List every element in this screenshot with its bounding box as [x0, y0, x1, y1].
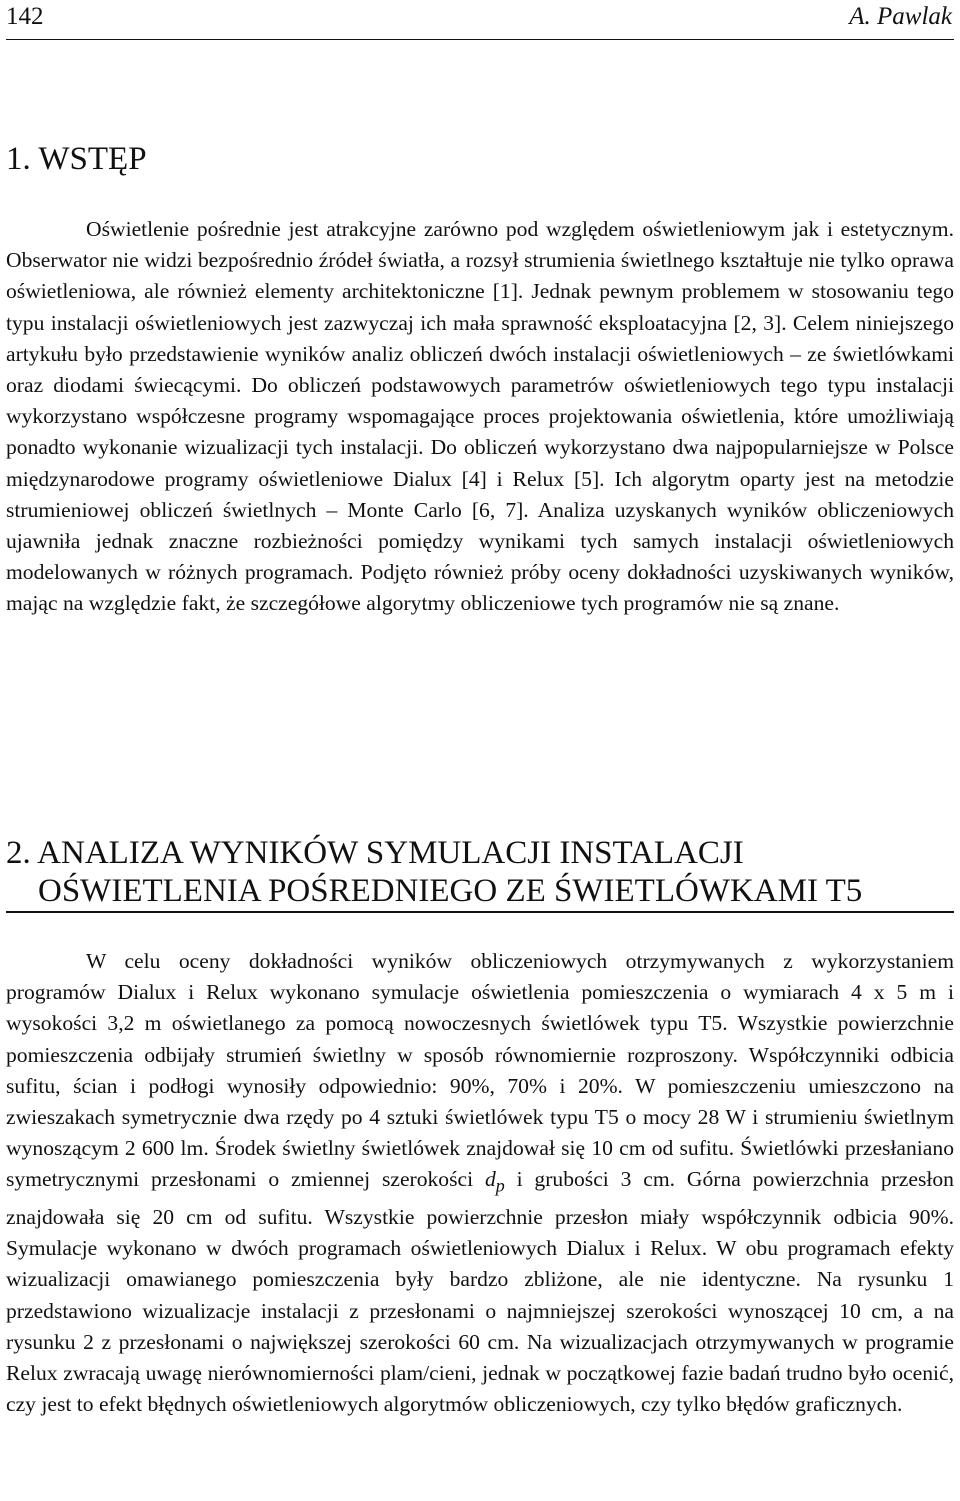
analysis-text-part-2: i grubości 3 cm. Górna powierzchnia przesłon znajdowała się 20 cm od sufitu. Wszystkie powierzchnie przesłon miały współczynnik odbicia 90%. Symulacje wykonano w dwóch programach oświetleniowych Dialux i Relux. W obu programach efekty wizualizacji omawianego pomieszczenia były bardzo zbliżone, ale nie identyczne. Na rysunku 1 przedstawiono wizualizacje instalacji z przesłonami o najmniejszej szerokości wynoszącej 10 cm, a na rysunku 2 z przesłonami o największej szerokości 60 cm. Na wizualizacjach otrzymywanych w programie Relux zwracają uwagę nierównomierności plam/cieni, jednak w początkowej fazie badań trudno było ocenić, czy jest to efekt błędnych oświetleniowych algorytmów obliczeniowych, czy tylko błędów graficznych.	[6, 1167, 954, 1417]
running-header	[6, 2, 952, 32]
analysis-text-part-1: W celu oceny dokładności wyników obliczeniowych otrzymywanych z wykorzystaniem programów Dialux i Relux wykonano symulacje oświetlenia pomieszczenia o wymiarach 4 x 5 m i wysokości 3,2 m oświetlanego za pomocą nowoczesnych świetlówek typu T5. Wszystkie powierzchnie pomieszczenia odbijały strumień świetlny w sposób równomiernie rozproszony. Współczynniki odbicia sufitu, ścian i podłogi wynosiły odpowiednio: 90%, 70% i 20%. W pomieszczeniu umieszczono na zwieszakach symetrycznie dwa rzędy po 4 sztuki świetlówek typu T5 o mocy 28 W i strumieniu świetlnym wynoszącym 2 600 lm. Środek świetlny świetlówek znajdował się 10 cm od sufitu. Świetlówki przesłaniano symetrycznymi przesłonami o zmiennej szerokości	[6, 949, 954, 1192]
section-heading-analysis-line-2: OŚWIETLENIA POŚREDNIEGO ZE ŚWIETLÓWKAMI T5	[38, 873, 863, 909]
running-header-author: A. Pawlak	[849, 3, 952, 30]
analysis-paragraph	[6, 946, 954, 1420]
section-heading-analysis	[6, 834, 954, 910]
section-heading-rule	[6, 911, 954, 913]
section-heading-introduction: 1. WSTĘP	[6, 141, 147, 177]
symbol-d: d	[484, 1167, 496, 1192]
header-rule	[6, 39, 954, 40]
symbol-dp	[484, 1167, 505, 1196]
symbol-subscript-p: p	[495, 1175, 505, 1196]
section-heading-analysis-line-1: 2. ANALIZA WYNIKÓW SYMULACJI INSTALACJI	[6, 835, 744, 871]
introduction-paragraph: Oświetlenie pośrednie jest atrakcyjne zarówno pod względem oświetleniowym jak i estetycznym. Obserwator nie widzi bezpośrednio źródeł światła, a rozsył strumienia świetlnego kształtuje nie tylko oprawa oświetleniowa, ale również elementy architektoniczne [1]. Jednak pewnym problemem w stosowaniu tego typu instalacji oświetleniowych jest zazwyczaj ich mała sprawność eksploatacyjna [2, 3]. Celem niniejszego artykułu było przedstawienie wyników analiz obliczeń dwóch instalacji oświetleniowych – ze świetlówkami oraz diodami świecącymi. Do obliczeń podstawowych parametrów oświetleniowych tego typu instalacji wykorzystano współczesne programy wspomagające proces projektowania oświetlenia, które umożliwiają ponadto wykonanie wizualizacji tych instalacji. Do obliczeń wykorzystano dwa najpopularniejsze w Polsce międzynarodowe programy oświetleniowe Dialux [4] i Relux [5]. Ich algorytm oparty jest na metodzie strumieniowej obliczeń świetlnych – Monte Carlo [6, 7]. Analiza uzyskanych wyników obliczeniowych ujawniła jednak znaczne rozbieżności pomiędzy wynikami tych samych instalacji oświetleniowych modelowanych w różnych programach. Podjęto również próby oceny dokładności uzyskiwanych wyników, mając na względzie fakt, że szczegółowe algorytmy obliczeniowe tych programów nie są znane.	[6, 217, 954, 616]
page-number: 142	[6, 3, 44, 30]
